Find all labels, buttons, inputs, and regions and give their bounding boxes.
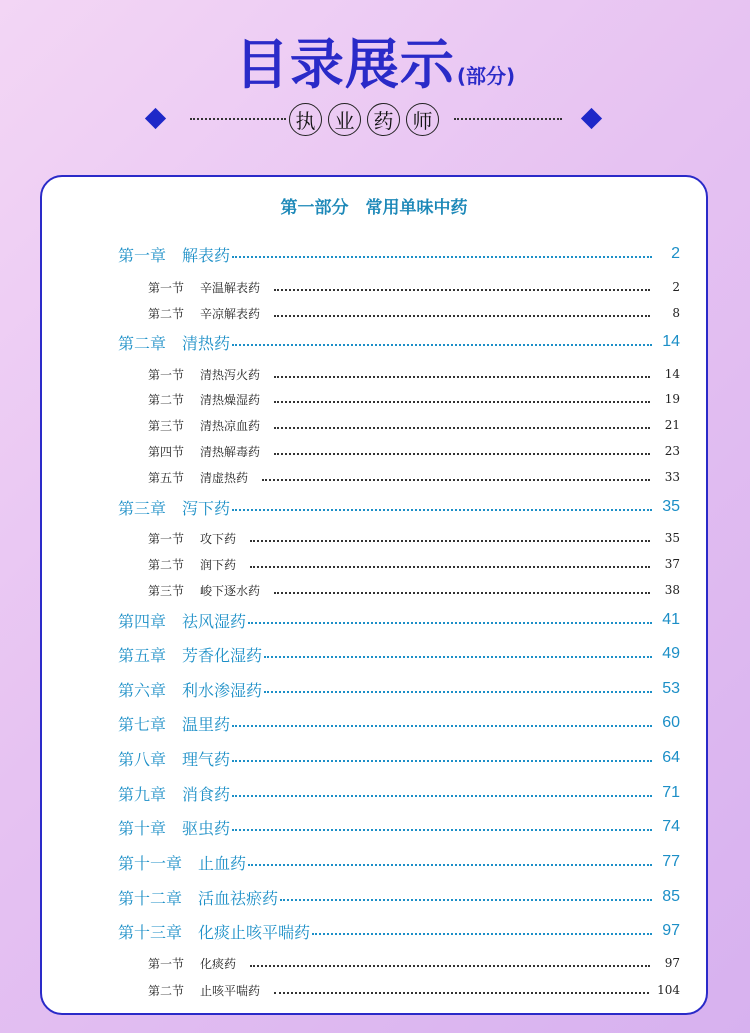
toc-chapter-row[interactable] — [118, 815, 680, 839]
diamond-icon — [581, 108, 602, 129]
toc-section-row[interactable] — [148, 554, 680, 574]
dot-leader — [232, 795, 652, 797]
toc-page-number: 104 — [657, 983, 680, 997]
dot-leader — [274, 992, 649, 994]
toc-entry-label: 第二章 — [118, 335, 167, 353]
toc-chapter-row[interactable] — [118, 495, 680, 519]
toc-entry-label: 第一节 — [148, 367, 185, 382]
dot-leader — [312, 933, 652, 935]
toc-entry-name: 清热泻火药 — [200, 367, 261, 382]
toc-page-number: 97 — [662, 922, 680, 939]
toc-page-number: 2 — [672, 280, 680, 294]
toc-entry-name: 辛凉解表药 — [200, 306, 261, 321]
toc-entry-name: 活血祛瘀药 — [198, 890, 279, 908]
toc-entry-label: 第九章 — [118, 786, 167, 804]
toc-entry-label: 第十三章 — [118, 924, 183, 942]
dotted-divider — [190, 118, 286, 120]
toc-page-number: 77 — [662, 853, 680, 870]
toc-section-row[interactable] — [148, 580, 680, 600]
toc-entry-label: 第八章 — [118, 751, 167, 769]
toc-entry-name: 攻下药 — [200, 531, 237, 546]
toc-chapter-row[interactable] — [118, 781, 680, 805]
toc-page-number: 23 — [664, 444, 680, 458]
toc-entry-name: 清热药 — [182, 335, 231, 353]
dot-leader — [232, 829, 652, 831]
toc-page-number: 8 — [672, 306, 680, 320]
toc-entry-name: 泻下药 — [182, 500, 231, 518]
toc-chapter-row[interactable] — [118, 746, 680, 770]
toc-entry-label: 第十一章 — [118, 855, 183, 873]
toc-page-number: 2 — [671, 245, 680, 262]
toc-entry-label: 第七章 — [118, 716, 167, 734]
circled-char: 药 — [367, 103, 400, 136]
dot-leader — [274, 289, 650, 291]
toc-entry-label: 第一章 — [118, 247, 167, 265]
dot-leader — [248, 622, 652, 624]
toc-entry-name: 驱虫药 — [182, 820, 231, 838]
toc-entry-name: 清热解毒药 — [200, 444, 261, 459]
toc-entry-name: 清虚热药 — [200, 470, 249, 485]
toc-section-row[interactable] — [148, 528, 680, 548]
toc-section-row[interactable] — [148, 980, 680, 1000]
toc-entry-label: 第五章 — [118, 647, 167, 665]
circled-char: 师 — [406, 103, 439, 136]
toc-entry-name: 清热燥湿药 — [200, 392, 261, 407]
toc-page-number: 35 — [662, 498, 680, 515]
toc-section-row[interactable] — [148, 441, 680, 461]
toc-entry-name: 清热凉血药 — [200, 418, 261, 433]
toc-page-number: 60 — [662, 714, 680, 731]
toc-page-number: 85 — [662, 888, 680, 905]
toc-entry-label: 第四章 — [118, 613, 167, 631]
toc-section-row[interactable] — [148, 303, 680, 323]
toc-entry-label: 第一节 — [148, 531, 185, 546]
dot-leader — [274, 376, 650, 378]
title-ribbon — [0, 100, 750, 140]
toc-entry-name: 消食药 — [182, 786, 231, 804]
toc-entry-name: 解表药 — [182, 247, 231, 265]
toc-entry-name: 祛风湿药 — [182, 613, 247, 631]
toc-section-row[interactable] — [148, 467, 680, 487]
toc-entry-name: 峻下逐水药 — [200, 583, 261, 598]
dot-leader — [250, 566, 650, 568]
dot-leader — [274, 315, 650, 317]
dot-leader — [232, 760, 652, 762]
toc-chapter-row[interactable] — [118, 885, 680, 909]
toc-entry-label: 第一节 — [148, 280, 185, 295]
title-sub: (部分) — [456, 64, 516, 88]
toc-section-row[interactable] — [148, 364, 680, 384]
toc-entry-name: 芳香化湿药 — [182, 647, 263, 665]
toc-page-number: 14 — [664, 367, 680, 381]
dot-leader — [250, 540, 650, 542]
dotted-divider — [454, 118, 562, 120]
toc-chapter-row[interactable] — [118, 330, 680, 354]
toc-entry-label: 第一节 — [148, 956, 185, 971]
circled-characters — [289, 103, 439, 136]
toc-entry-label: 第二节 — [148, 557, 185, 572]
dot-leader — [274, 592, 650, 594]
dot-leader — [280, 899, 652, 901]
toc-entry-label: 第十章 — [118, 820, 167, 838]
toc-page-number: 14 — [662, 333, 680, 350]
dot-leader — [232, 256, 652, 258]
dot-leader — [274, 427, 650, 429]
toc-page-number: 49 — [662, 645, 680, 662]
toc-page-number: 38 — [664, 583, 680, 597]
toc-entry-label: 第二节 — [148, 983, 185, 998]
dot-leader — [262, 479, 650, 481]
toc-panel — [40, 175, 708, 1015]
dot-leader — [274, 453, 650, 455]
toc-page-number: 53 — [662, 680, 680, 697]
toc-entry-name: 化痰止咳平喘药 — [198, 924, 311, 942]
toc-entry-label: 第三节 — [148, 418, 185, 433]
toc-page-number: 74 — [662, 818, 680, 835]
toc-entry-name: 化痰药 — [200, 956, 237, 971]
toc-entry-name: 理气药 — [182, 751, 231, 769]
toc-entry-label: 第十二章 — [118, 890, 183, 908]
toc-entry-label: 第三节 — [148, 583, 185, 598]
toc-entry-label: 第六章 — [118, 682, 167, 700]
toc-section-row[interactable] — [148, 389, 680, 409]
circled-char: 执 — [289, 103, 322, 136]
dot-leader — [248, 864, 652, 866]
toc-page-number: 64 — [662, 749, 680, 766]
toc-chapter-row[interactable] — [118, 919, 680, 943]
toc-entry-name: 温里药 — [182, 716, 231, 734]
toc-page-number: 71 — [662, 784, 680, 801]
toc-section-row[interactable] — [148, 415, 680, 435]
toc-chapter-row[interactable] — [118, 608, 680, 632]
toc-chapter-row[interactable] — [118, 711, 680, 735]
toc-entry-label: 第二节 — [148, 306, 185, 321]
title-main: 目录展示 — [234, 33, 455, 96]
toc-entry-label: 第四节 — [148, 444, 185, 459]
toc-chapter-row[interactable] — [118, 642, 680, 666]
toc-entry-label: 第三章 — [118, 500, 167, 518]
toc-page-number: 35 — [664, 531, 680, 545]
toc-entry-name: 利水渗湿药 — [182, 682, 263, 700]
part-title: 第一部分 常用单味中药 — [280, 198, 468, 218]
toc-chapter-row[interactable] — [118, 242, 680, 266]
toc-section-row[interactable] — [148, 953, 680, 973]
toc-page-number: 21 — [664, 418, 680, 432]
page-title — [0, 22, 750, 99]
toc-page-number: 33 — [664, 470, 680, 484]
toc-entry-name: 辛温解表药 — [200, 280, 261, 295]
toc-entry-name: 止咳平喘药 — [200, 983, 261, 998]
dot-leader — [250, 965, 650, 967]
dot-leader — [264, 691, 652, 693]
toc-section-row[interactable] — [148, 277, 680, 297]
toc-page-number: 41 — [662, 611, 680, 628]
toc-entry-name: 润下药 — [200, 557, 237, 572]
page-header — [0, 0, 750, 160]
circled-char: 业 — [328, 103, 361, 136]
dot-leader — [264, 656, 652, 658]
toc-entry-name: 止血药 — [198, 855, 247, 873]
dot-leader — [232, 509, 652, 511]
toc-page-number: 19 — [664, 392, 680, 406]
toc-page-number: 97 — [664, 956, 680, 970]
dot-leader — [274, 401, 650, 403]
toc-chapter-row[interactable] — [118, 677, 680, 701]
toc-page-number: 37 — [664, 557, 680, 571]
dot-leader — [232, 725, 652, 727]
toc-entry-label: 第五节 — [148, 470, 185, 485]
diamond-icon — [145, 108, 166, 129]
dot-leader — [232, 344, 652, 346]
toc-chapter-row[interactable] — [118, 850, 680, 874]
toc-entry-label: 第二节 — [148, 392, 185, 407]
